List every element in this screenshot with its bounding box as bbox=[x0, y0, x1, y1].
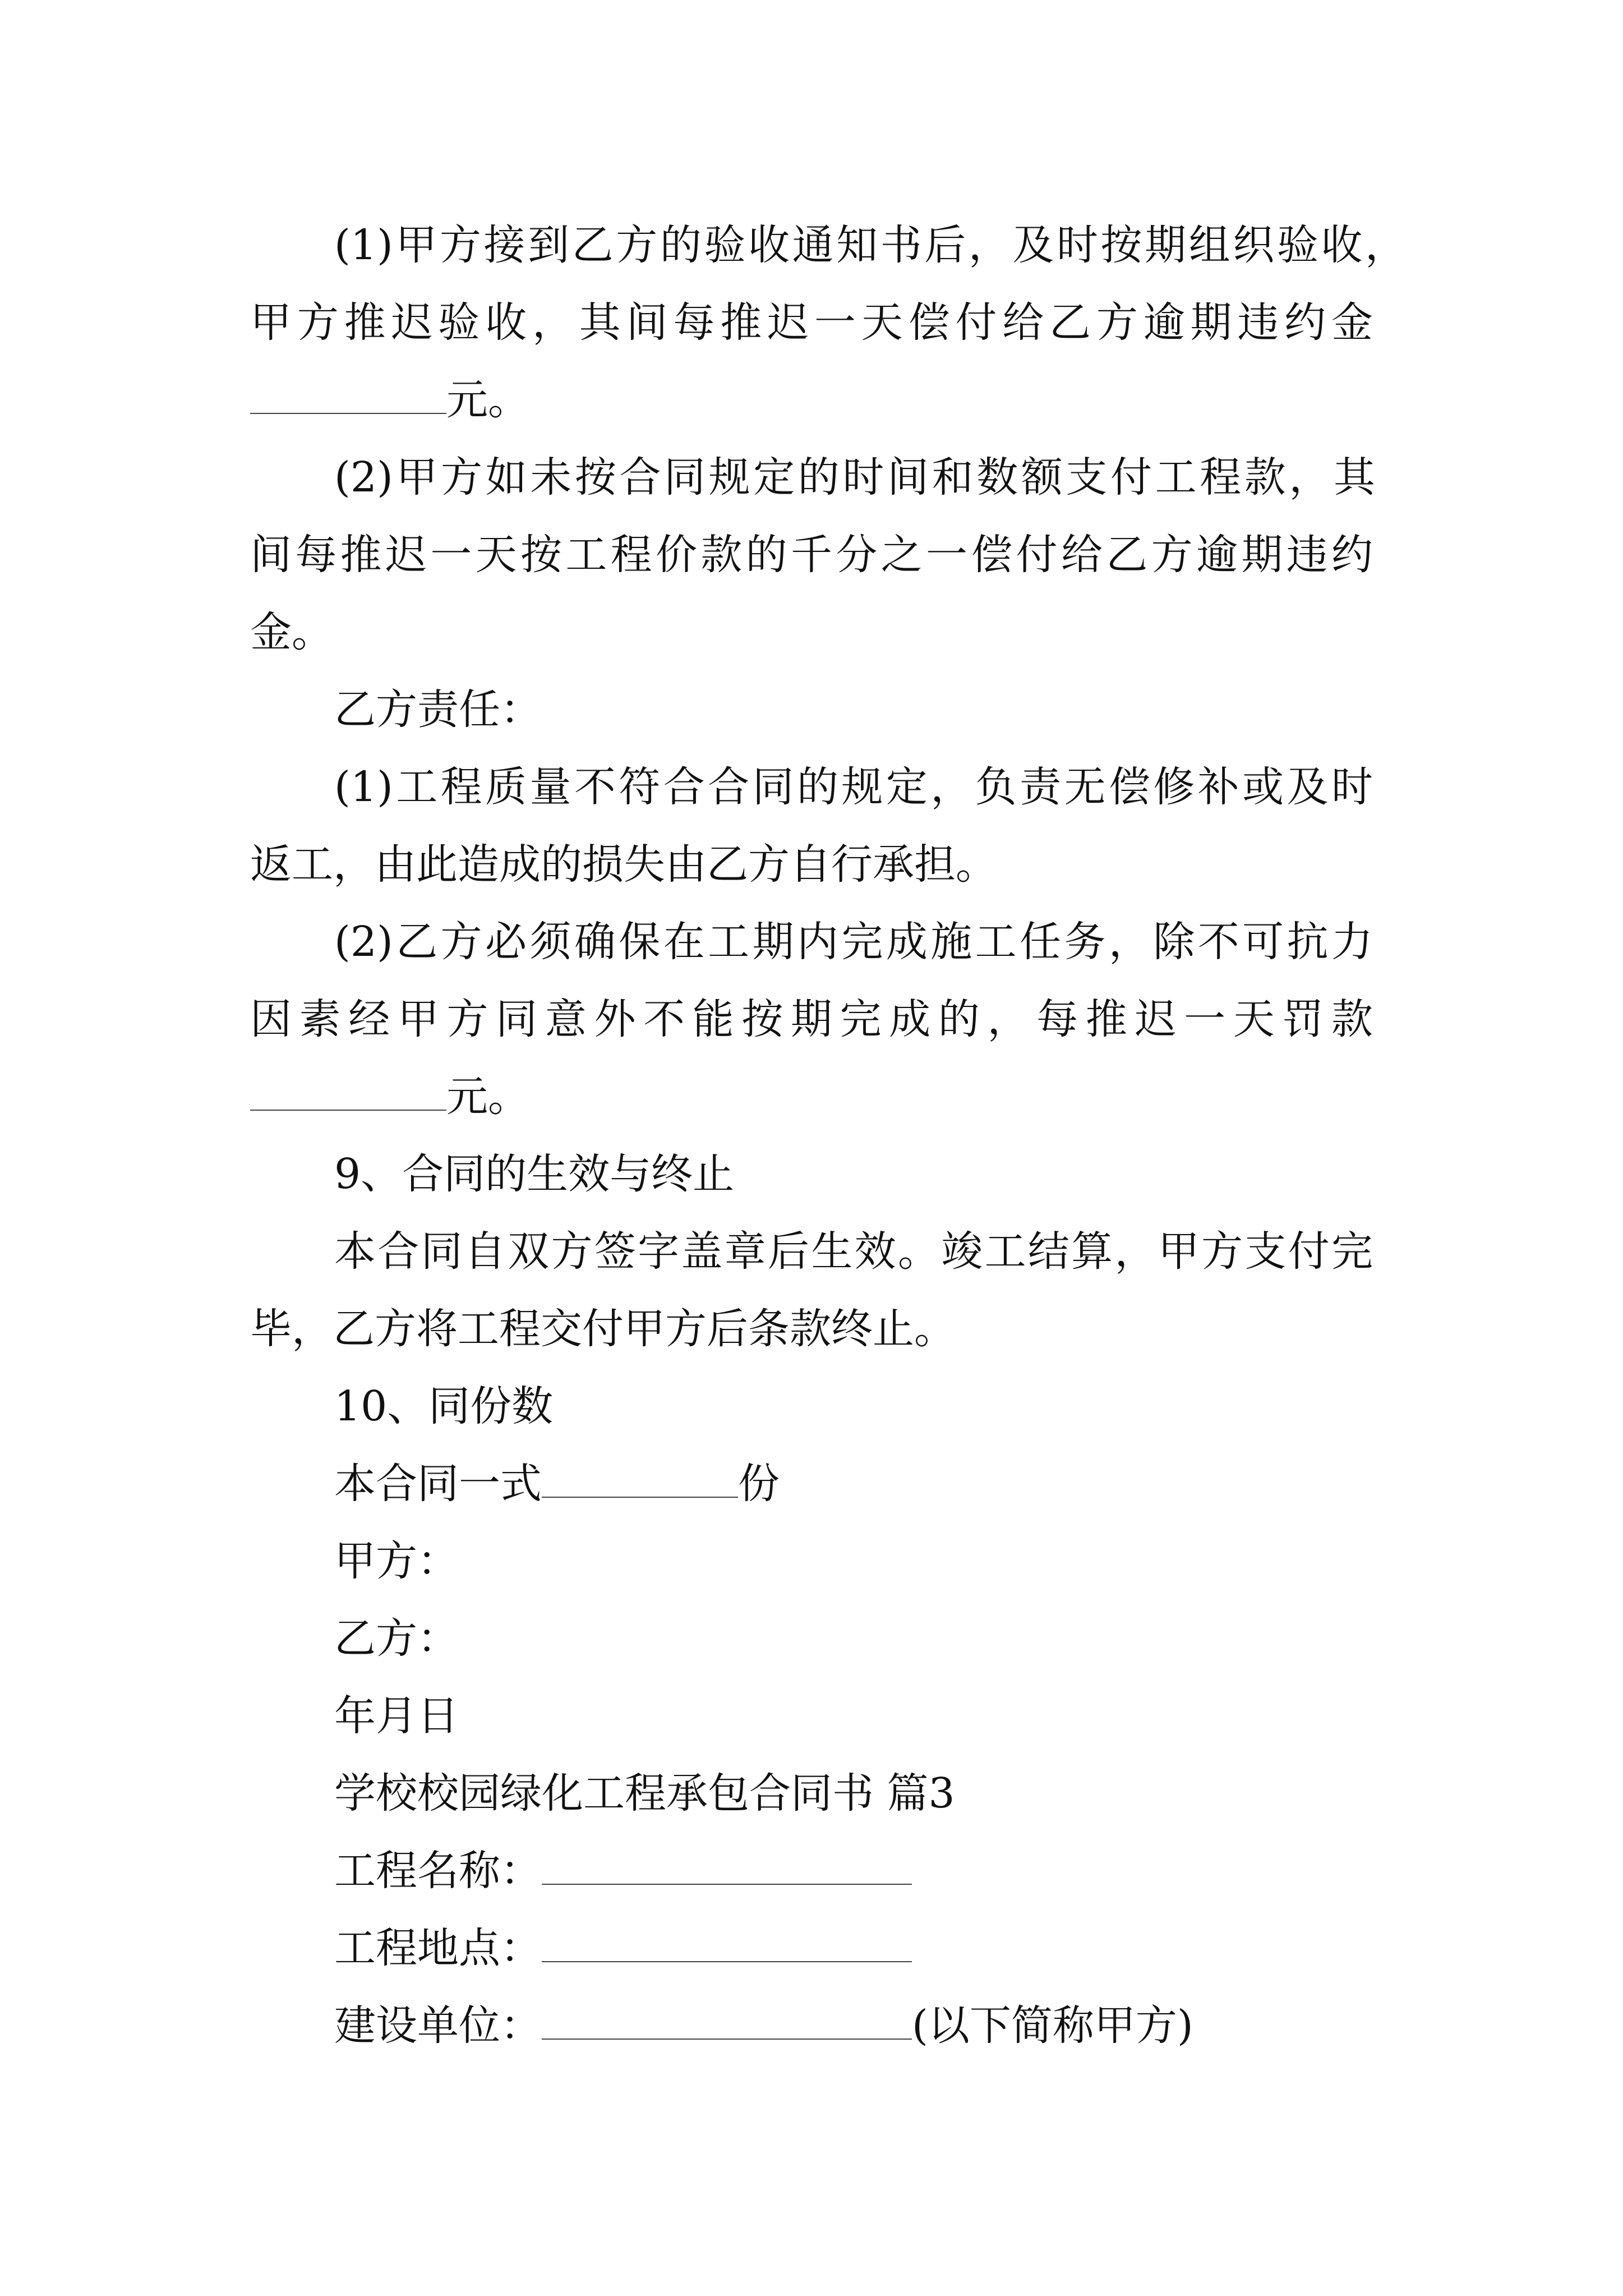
project-name-row: 工程名称： bbox=[334, 1843, 912, 1899]
section-label: 乙方责任： bbox=[334, 685, 542, 734]
section-heading: 10、同份数 bbox=[334, 1382, 554, 1430]
paragraph-line: 间每推迟一天按工程价款的千分之一偿付给乙方逾期违约 bbox=[250, 531, 1373, 579]
paragraph-line: 元。 bbox=[250, 1069, 529, 1125]
project-name-blank[interactable] bbox=[542, 1844, 912, 1885]
signature-date: 年月日 bbox=[334, 1692, 459, 1740]
paragraph-line: 因素经甲方同意外不能按期完成的，每推迟一天罚款 bbox=[250, 995, 1373, 1043]
signature-party-b: 乙方： bbox=[334, 1614, 459, 1663]
construction-unit-row: 建设单位： (以下简称甲方) bbox=[334, 1998, 1193, 2054]
signature-party-a: 甲方： bbox=[334, 1537, 459, 1585]
paragraph-line: 本合同一式 份 bbox=[334, 1456, 780, 1512]
paragraph-line: 返工，由此造成的损失由乙方自行承担。 bbox=[250, 840, 997, 889]
fill-in-blank[interactable] bbox=[542, 1457, 738, 1498]
paragraph-line: (2)乙方必须确保在工期内完成施工任务，除不可抗力 bbox=[334, 918, 1373, 966]
contract-title: 学校校园绿化工程承包合同书 篇3 bbox=[334, 1769, 955, 1818]
paragraph-line: 甲方推迟验收，其间每推迟一天偿付给乙方逾期违约金 bbox=[250, 298, 1373, 347]
project-location-blank[interactable] bbox=[542, 1922, 912, 1962]
paragraph-line: (2)甲方如未按合同规定的时间和数额支付工程款，其 bbox=[334, 453, 1375, 501]
paragraph-line: (1)甲方接到乙方的验收通知书后，及时按期组织验收， bbox=[334, 221, 1407, 269]
fill-in-blank[interactable] bbox=[250, 374, 446, 414]
paragraph-line: 毕，乙方将工程交付甲方后条款终止。 bbox=[250, 1305, 956, 1353]
fill-in-blank[interactable] bbox=[250, 1070, 446, 1111]
paragraph-line: 本合同自双方签字盖章后生效。竣工结算，甲方支付完 bbox=[334, 1227, 1373, 1276]
section-heading: 9、合同的生效与终止 bbox=[334, 1150, 735, 1198]
paragraph-line: 元。 bbox=[250, 372, 529, 428]
paragraph-line: (1)工程质量不符合合同的规定，负责无偿修补或及时 bbox=[334, 763, 1373, 811]
paragraph-line: 金。 bbox=[250, 608, 333, 656]
project-location-row: 工程地点： bbox=[334, 1920, 912, 1976]
construction-unit-blank[interactable] bbox=[542, 1999, 912, 2040]
